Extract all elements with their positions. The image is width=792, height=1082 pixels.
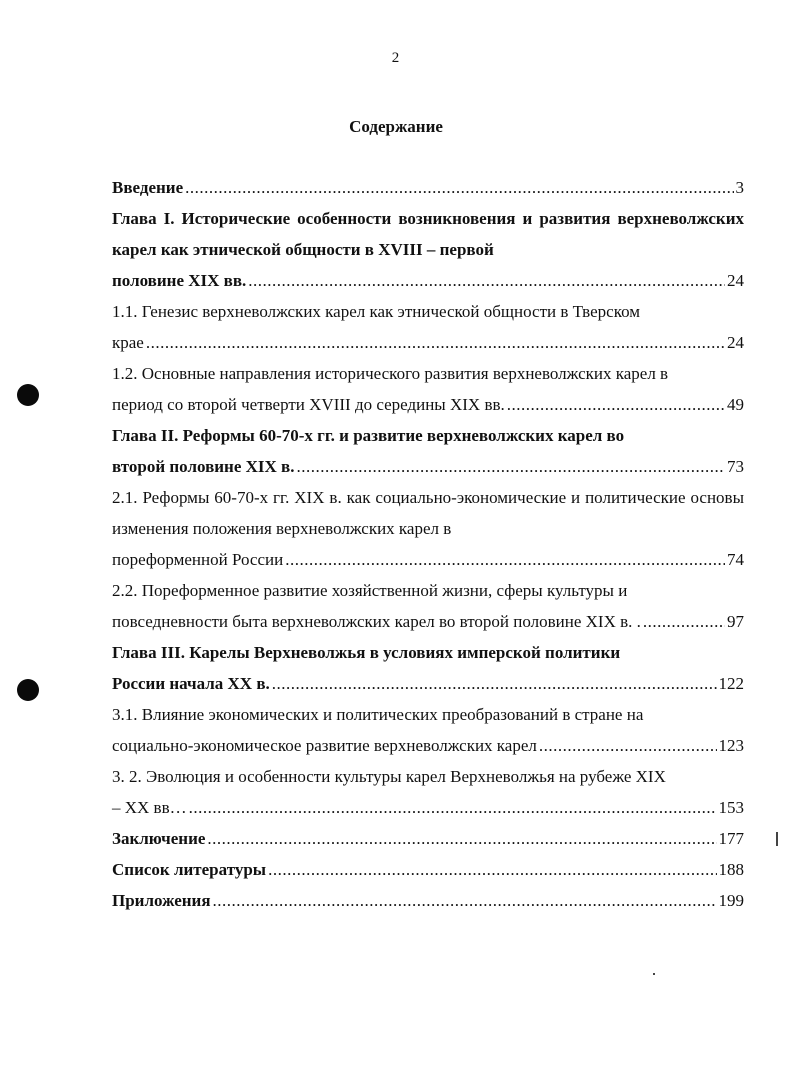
toc-entry-bibliography[interactable] — [112, 854, 744, 885]
toc-entry-page: 199 — [718, 891, 744, 910]
toc-entry-label-last-line: половине XIX вв. — [112, 271, 247, 290]
toc-entry-label: Заключение — [112, 829, 206, 848]
toc-entry-label: Глава II. Реформы 60-70-х гг. и развитие верхневолжских карел во — [112, 426, 625, 445]
toc-entry-introduction[interactable] — [112, 172, 744, 203]
toc-entry-page: 123 — [718, 736, 744, 755]
dot-leader — [285, 544, 725, 575]
dot-leader — [248, 265, 725, 296]
dot-leader — [213, 885, 717, 916]
toc-entry-page: 49 — [727, 395, 744, 414]
dot-leader — [272, 668, 717, 699]
toc-entry-section-1-1[interactable] — [112, 296, 744, 358]
toc-entry-label-last-line: пореформенной России — [112, 550, 284, 569]
toc-entry-label-last-line: повседневности быта верхневолжских карел во второй половине XIX в. . — [112, 612, 641, 631]
toc-entry-label-last-line: социально-экономическое развитие верхневолжских карел — [112, 736, 537, 755]
page-number: 2 — [391, 50, 401, 66]
toc-entry-chapter-3[interactable] — [112, 637, 744, 699]
toc-entry-label-last-line: период со второй четверти XVIII до середины XIX вв. — [112, 395, 505, 414]
toc-entry-page: 73 — [727, 457, 744, 476]
toc-entry-label-last-line: второй половине XIX в. — [112, 457, 295, 476]
toc-entry-label: 1.2. Основные направления исторического развития верхневолжских карел в — [112, 364, 669, 383]
toc-entry-section-2-2[interactable] — [112, 575, 744, 637]
scan-speck — [653, 973, 655, 975]
toc-entry-label: 3.1. Влияние экономических и политических преобразований в стране на — [112, 705, 644, 724]
table-of-contents — [112, 172, 744, 916]
toc-entry-page: 24 — [727, 333, 744, 352]
toc-entry-chapter-1[interactable] — [112, 203, 744, 296]
scan-speck — [776, 832, 778, 846]
toc-entry-label: Глава III. Карелы Верхневолжья в условиях имперской политики — [112, 643, 621, 662]
toc-entry-page: 177 — [718, 829, 744, 848]
toc-entry-label-last-line: – XX вв… — [112, 798, 187, 817]
toc-entry-label: 2.1. Реформы 60-70-х гг. XIX в. как социально-экономические и политические основы изменения положения верхневолжских карел в — [112, 488, 744, 538]
toc-entry-label-last-line: крае — [112, 333, 144, 352]
toc-entry-chapter-2[interactable] — [112, 420, 744, 482]
toc-entry-section-2-1[interactable] — [112, 482, 744, 575]
toc-entry-appendices[interactable] — [112, 885, 744, 916]
dot-leader — [643, 606, 725, 637]
dot-leader — [507, 389, 725, 420]
dot-leader — [296, 451, 725, 482]
toc-entry-page: 74 — [727, 550, 744, 569]
toc-entry-label: 2.2. Пореформенное развитие хозяйственной жизни, сферы культуры и — [112, 581, 628, 600]
toc-entry-label: Список литературы — [112, 860, 267, 879]
toc-entry-label: 3. 2. Эволюция и особенности культуры карел Верхневолжья на рубеже XIX — [112, 767, 666, 786]
toc-entry-page: 153 — [718, 798, 744, 817]
toc-title: Содержание — [349, 117, 443, 136]
toc-entry-label: 1.1. Генезис верхневолжских карел как этнической общности в Тверском — [112, 302, 641, 321]
toc-entry-conclusion[interactable] — [112, 823, 744, 854]
toc-entry-label: Приложения — [112, 891, 211, 910]
toc-entry-page: 97 — [727, 612, 744, 631]
dot-leader — [189, 792, 717, 823]
punch-hole-lower — [17, 679, 39, 701]
dot-leader — [539, 730, 717, 761]
toc-entry-section-3-1[interactable] — [112, 699, 744, 761]
dot-leader — [268, 854, 716, 885]
toc-entry-section-1-2[interactable] — [112, 358, 744, 420]
toc-entry-page: 188 — [718, 860, 744, 879]
toc-entry-label: Введение — [112, 178, 184, 197]
dot-leader — [185, 172, 733, 203]
dot-leader — [207, 823, 716, 854]
toc-entry-page: 122 — [718, 674, 744, 693]
toc-entry-section-3-2[interactable] — [112, 761, 744, 823]
toc-entry-label-last-line: России начала XX в. — [112, 674, 270, 693]
toc-entry-page: 24 — [727, 271, 744, 290]
toc-entry-label: Глава I. Исторические особенности возникновения и развития верхневолжских карел как этнической общности в XVIII – первой — [112, 209, 744, 259]
punch-hole-upper — [17, 384, 39, 406]
dot-leader — [146, 327, 725, 358]
toc-entry-page: 3 — [735, 178, 744, 197]
